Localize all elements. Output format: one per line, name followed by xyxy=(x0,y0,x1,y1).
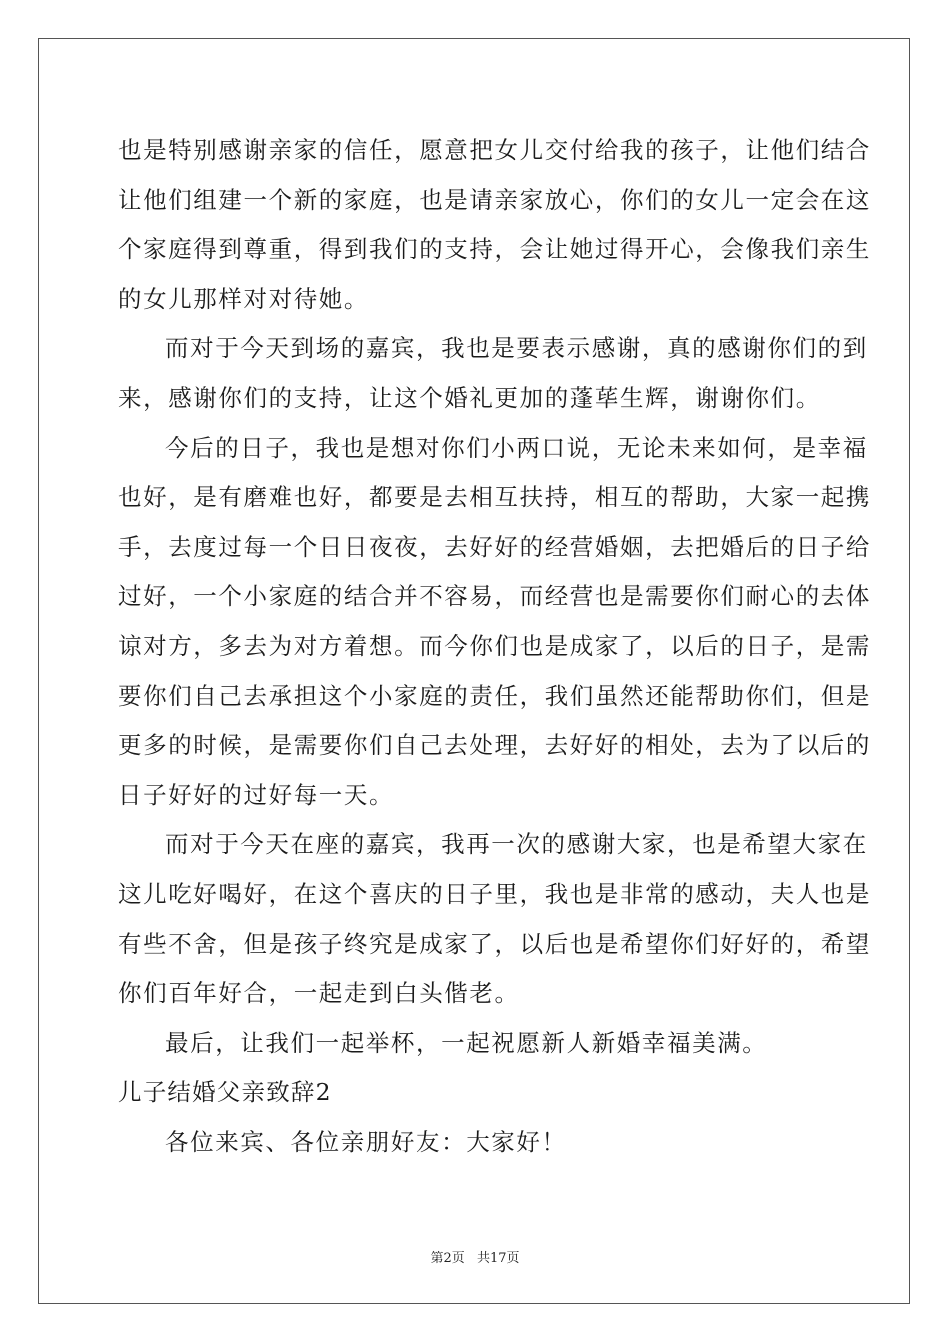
paragraph-line: 各位来宾、各位亲朋好友：大家好！ xyxy=(165,1127,567,1156)
paragraph-line: 也是特别感谢亲家的信任，愿意把女儿交付给我的孩子，让他们结合 xyxy=(118,136,871,164)
paragraph-line: 日子好好的过好每一天。 xyxy=(118,780,395,809)
paragraph-line: 你们百年好合，一起走到白头偕老。 xyxy=(118,979,520,1008)
paragraph-line: 过好，一个小家庭的结合并不容易，而经营也是需要你们耐心的去体 xyxy=(118,582,871,611)
paragraph-line: 也好，是有磨难也好，都要是去相互扶持，相互的帮助，大家一起携 xyxy=(118,483,871,512)
paragraph-line: 手，去度过每一个日日夜夜，去好好的经营婚姻，去把婚后的日子给 xyxy=(118,532,871,561)
page-number: 第2页 xyxy=(430,1251,465,1266)
paragraph-line: 让他们组建一个新的家庭，也是请亲家放心，你们的女儿一定会在这 xyxy=(118,185,871,214)
paragraph-line: 有些不舍，但是孩子终究是成家了，以后也是希望你们好好的，希望 xyxy=(118,929,871,958)
paragraph-line: 的女儿那样对对待她。 xyxy=(118,284,369,313)
document-body xyxy=(118,126,871,1167)
total-pages: 共17页 xyxy=(476,1251,520,1266)
paragraph-line: 更多的时候，是需要你们自己去处理，去好好的相处，去为了以后的 xyxy=(118,731,871,760)
paragraph-line: 今后的日子，我也是想对你们小两口说，无论未来如何，是幸福 xyxy=(165,433,868,462)
paragraph-line: 个家庭得到尊重，得到我们的支持，会让她过得开心，会像我们亲生 xyxy=(118,235,871,264)
paragraph-line: 谅对方，多去为对方着想。而今你们也是成家了，以后的日子，是需 xyxy=(118,631,871,660)
paragraph-line: 来，感谢你们的支持，让这个婚礼更加的蓬荜生辉，谢谢你们。 xyxy=(118,383,821,412)
paragraph-line: 而对于今天在座的嘉宾，我再一次的感谢大家，也是希望大家在 xyxy=(165,830,868,859)
paragraph-line: 而对于今天到场的嘉宾，我也是要表示感谢，真的感谢你们的到 xyxy=(165,334,868,363)
paragraph-line: 最后，让我们一起举杯，一起祝愿新人新婚幸福美满。 xyxy=(165,1028,768,1057)
page-footer xyxy=(0,1247,950,1266)
paragraph-line: 要你们自己去承担这个小家庭的责任，我们虽然还能帮助你们，但是 xyxy=(118,681,871,710)
section-heading: 儿子结婚父亲致辞2 xyxy=(118,1078,332,1107)
paragraph-line: 这儿吃好喝好，在这个喜庆的日子里，我也是非常的感动，夫人也是 xyxy=(118,879,871,908)
